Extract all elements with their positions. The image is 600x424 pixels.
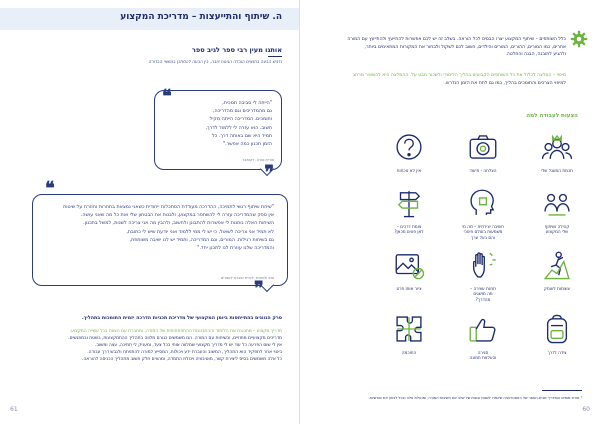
body-paragraph: מדריך מקצוע – מתכננת את הלימוד וההתבוננות ההתפתחותית של המורה, ומחברת עם הצוות בכל עשייה המקצוע. מדריכים מקצועיים מחוזיים, ובשיחות עם המורה. הם משמשים כגורם מלווה בתהליך ההתמקצעות, בשטח ובמפגשים. אין לי שום הפרעה כל עוד יש לי מדריך מקצועי שמלווה אותי בכל צעד, ומעניק לי תמיכה, עצה ומשוב. ביטוי אחר לתפקיד הוא התהליך, המשוב והעברת ידע ויכולות, המסייע למורה להתפתח ולגבש דרך עבודה. כל אלה משמשים בסיס ליצירת קשר, מוטיבציה ויכולת התמדה, ומהווים חלק חשוב מתהליך הכניסה להוראה. xyxy=(68,329,282,362)
puzzle-card: החוכמה xyxy=(384,312,434,370)
footnote: ¹ מורת מומים והמדריך מבית-הספר של האסטרטגיה שאמרו לשנות ובונות של שלב את חשיבות המורה, ומנהלת אלה ובכל לבחון את שורשיות. xyxy=(368,396,582,400)
page-number-left: 61 xyxy=(10,406,18,413)
thumbs-up-card: סגירה והעלאת תמונה xyxy=(458,312,508,370)
puzzle-head-icon xyxy=(466,186,500,220)
mapping-paragraph: מיפוי – המלצה לכלול את כל השותפים הקבועים בהליך הלימודי ולשכור מבט על. ההמלצה היא להשאיר מרחב למיפוי הצרכים והתומכים בהליך, כמו גם לתת את הזמן הנדרש. xyxy=(352,73,566,86)
crowned-group-icon xyxy=(540,130,574,164)
question-card: אין לא נוכחות xyxy=(384,130,434,188)
section-title: ה. שיתוף והתייעצות – מדריכת המקצוע xyxy=(120,12,282,22)
signpost-card: צומת דרכים – לאן פונים מכאן? xyxy=(384,186,434,244)
close-quote-icon: ❞ xyxy=(254,278,264,299)
group-avatars-card: קהילה ושיתוף שלי המקצוע xyxy=(532,186,582,244)
hand-card: תחנת עצירה – מה מושגים מהדרך? xyxy=(458,248,508,306)
backpack-icon xyxy=(540,312,574,346)
open-quote-icon: ❝ xyxy=(162,86,172,107)
quote-2-citation: חנה ולומנית, ליוויית ובוגרת לנוצרים xyxy=(220,276,274,280)
climber-card: עוצמות לעומק xyxy=(532,248,582,306)
group-avatars-icon xyxy=(540,186,574,220)
tips-heading: הצעות לעבודה למה xyxy=(526,113,578,119)
gear-logo-icon xyxy=(570,30,588,48)
thumbs-up-icon xyxy=(466,312,500,346)
backpack-card: צידה לדרך xyxy=(532,312,582,370)
hand-icon xyxy=(466,248,500,282)
camera-card: הצלחה - תיעוד xyxy=(458,130,508,188)
crowned-group-card: חכמת המעגל שלי xyxy=(532,130,582,188)
page-number-right: 60 xyxy=(582,406,590,413)
footnote-rule xyxy=(542,390,582,391)
subtitle: אותנו מעין רבי ספר לגיב ספר xyxy=(191,46,282,54)
question-icon xyxy=(392,130,426,164)
subtitle-italic: נדגיש הבעה בתנאים הובלה הגיגות ויובה, בין הבעה להסתכן בנושאי הבדורה xyxy=(148,59,282,64)
body-heading: סרק הגוונים בהתייחסות ביומן המקצועי של מדריכת תכניות הדרכה יזמית התומכות בתהליך. xyxy=(81,316,282,321)
signpost-icon xyxy=(392,186,426,220)
close-quote-icon: ❞ xyxy=(264,162,274,183)
intro-paragraph: כלל השותפים – שיתוף המקצוע יצרו הבסיס לכל הוראה. בשלב זה יש לכם אפשרות להתייעץ ולהתייעץ עם המורה אחרים, כמו המורים, ההורים, המורים והילדים, חשוב לכם לשקול ולבחור את המקורות המתאימים ביותר, ולהגיע לתובנה, הבנה והחלטה. xyxy=(347,37,566,58)
quote-1-text: "הייתה לי סביבה תמכית, גם מהמדריכים וגם מהדריכה, ותומכים. המדריכה הייתה מקיל חשוב. הוא עזרה לי ללמוד לדרך, תמיד היא שם באותה דרך. כל הזמן תכנון כמה אפשר." xyxy=(205,101,272,148)
no-image-icon xyxy=(392,248,426,282)
puzzle-head-card: חשיבה יצירתית – מה מי משמעות בעולם חינוכי והם בעל ערך xyxy=(458,186,508,244)
no-image-card: ציור אותו פרט xyxy=(384,248,434,306)
section-title-bar xyxy=(0,8,300,30)
camera-icon xyxy=(466,130,500,164)
quote-2-text: "שיחת שיתוף רגשי לתמיכה, ההדרכה מעודדת הסתכלות ייחודית כשאני נמצאת בתחרות וחוזרת על שיטות אין ספק שהמדריכה עזרה לי להשתפר במקצוע, ולבנות את הבטחון שלי ואת כל מה שאני עושה. השיחות האלה נותנות לי אפשרות להתבונן ולחשוב, ולהבין מה אני צריכה לשנות, למשל בתכנון. לא תמיד אני צריכה לשאול, כי יש לי ממי ללמוד ואני יודעת שיש לי כתובת, גם בשיחות רגילות. המורים, וגם המדריכה, ותמיד יש לנו ישיבה משותפת, והמדריכה שלנו עוזרת לנו לתכנן יחד." xyxy=(63,205,274,252)
right-page xyxy=(300,0,600,424)
climber-icon xyxy=(540,248,574,282)
open-quote-icon: ❝ xyxy=(45,178,55,199)
puzzle-icon xyxy=(392,312,426,346)
quote-1-citation: אורית מורה, דקומבר xyxy=(242,158,274,162)
subtitle-underline xyxy=(268,56,282,57)
